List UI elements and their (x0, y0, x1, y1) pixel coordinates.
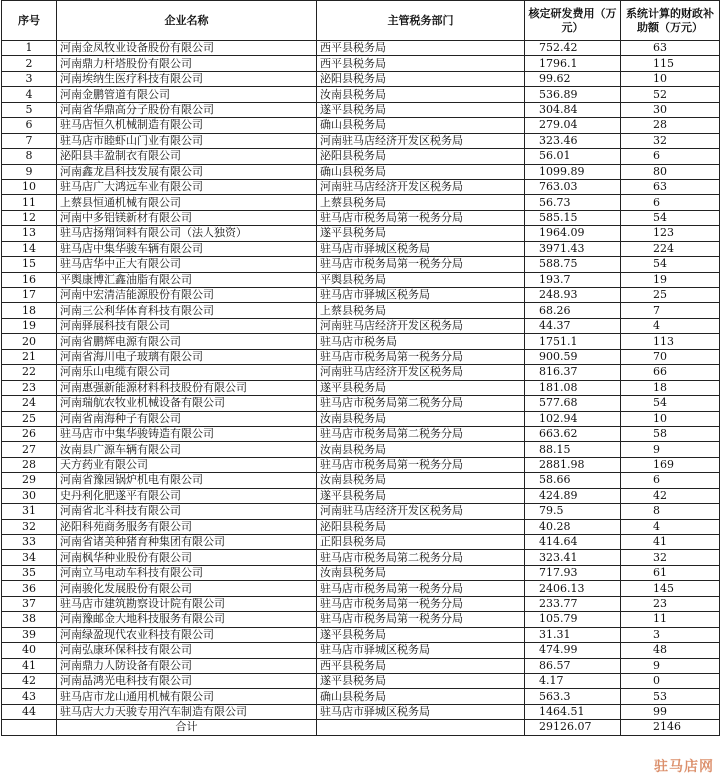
company-name-cell: 驻马店市中集华骏铸造有限公司 (57, 426, 317, 441)
company-name-cell: 河南省北斗科技有限公司 (57, 504, 317, 519)
company-name-cell: 河南绿盈现代农业科技有限公司 (57, 627, 317, 642)
tax-dept-cell: 河南驻马店经济开发区税务局 (317, 133, 525, 148)
subsidy-cell: 32 (621, 133, 720, 148)
tax-dept-cell: 平舆县税务局 (317, 272, 525, 287)
rd-cost-cell: 588.75 (525, 257, 621, 272)
rd-cost-cell: 79.5 (525, 504, 621, 519)
subsidy-cell: 25 (621, 288, 720, 303)
tax-dept-cell: 遂平县税务局 (317, 627, 525, 642)
rd-cost-cell: 2881.98 (525, 457, 621, 472)
table-row (2, 365, 720, 380)
total-rd-cost: 29126.07 (525, 720, 621, 735)
company-name-cell: 河南鼎力人防设备有限公司 (57, 658, 317, 673)
tax-dept-cell: 确山县税务局 (317, 689, 525, 704)
subsidy-cell: 7 (621, 303, 720, 318)
company-name-cell: 河南鼎力杆塔股份有限公司 (57, 56, 317, 71)
seq-cell: 12 (2, 210, 57, 225)
company-name-cell: 河南鑫龙昌科技发展有限公司 (57, 164, 317, 179)
rd-cost-cell: 304.84 (525, 102, 621, 117)
total-row (2, 720, 720, 735)
tax-dept-cell: 河南驻马店经济开发区税务局 (317, 504, 525, 519)
company-name-cell: 驻马店市睦虾山门业有限公司 (57, 133, 317, 148)
seq-cell: 5 (2, 102, 57, 117)
tax-dept-cell: 汝南县税务局 (317, 442, 525, 457)
company-name-cell: 驻马店广大鸿远车业有限公司 (57, 179, 317, 194)
rd-cost-cell: 536.89 (525, 87, 621, 102)
seq-cell: 2 (2, 56, 57, 71)
seq-cell: 23 (2, 380, 57, 395)
seq-cell: 43 (2, 689, 57, 704)
subsidy-cell: 9 (621, 442, 720, 457)
seq-cell: 29 (2, 473, 57, 488)
seq-cell: 41 (2, 658, 57, 673)
table-row (2, 226, 720, 241)
subsidy-cell: 18 (621, 380, 720, 395)
company-name-cell: 汝南县广源车辆有限公司 (57, 442, 317, 457)
table-row (2, 396, 720, 411)
tax-dept-cell: 遂平县税务局 (317, 226, 525, 241)
company-name-cell: 平舆康博汇鑫油脂有限公司 (57, 272, 317, 287)
table-row (2, 473, 720, 488)
tax-dept-cell: 正阳县税务局 (317, 535, 525, 550)
table-row (2, 56, 720, 71)
subsidy-cell: 52 (621, 87, 720, 102)
rd-cost-cell: 323.46 (525, 133, 621, 148)
subsidy-cell: 8 (621, 504, 720, 519)
table-row (2, 673, 720, 688)
table-row (2, 658, 720, 673)
table-row (2, 241, 720, 256)
table-row (2, 565, 720, 580)
seq-cell: 30 (2, 488, 57, 503)
tax-dept-cell: 西平县税务局 (317, 658, 525, 673)
table-row (2, 612, 720, 627)
watermark: 驻马店网 (654, 759, 714, 775)
table-row (2, 288, 720, 303)
company-name-cell: 河南立马电动车科技有限公司 (57, 565, 317, 580)
table-row (2, 627, 720, 642)
tax-dept-cell: 驻马店市税务局第一税务分局 (317, 581, 525, 596)
subsidy-cell: 30 (621, 102, 720, 117)
seq-cell: 8 (2, 149, 57, 164)
company-name-cell: 驻马店市龙山通用机械有限公司 (57, 689, 317, 704)
rd-cost-cell: 1964.09 (525, 226, 621, 241)
company-name-cell: 泌阳县丰盈制衣有限公司 (57, 149, 317, 164)
rd-cost-cell: 323.41 (525, 550, 621, 565)
table-row (2, 149, 720, 164)
table-row (2, 426, 720, 441)
tax-dept-cell: 确山县税务局 (317, 164, 525, 179)
rd-cost-cell: 474.99 (525, 643, 621, 658)
tax-dept-cell: 驻马店市税务局第一税务分局 (317, 257, 525, 272)
tax-dept-cell: 遂平县税务局 (317, 102, 525, 117)
table-row (2, 643, 720, 658)
tax-dept-cell: 遂平县税务局 (317, 380, 525, 395)
tax-dept-cell: 驻马店市驿城区税务局 (317, 288, 525, 303)
company-name-cell: 驻马店大力天骏专用汽车制造有限公司 (57, 704, 317, 719)
subsidy-cell: 6 (621, 473, 720, 488)
seq-cell: 36 (2, 581, 57, 596)
seq-cell: 39 (2, 627, 57, 642)
total-seq-cell (2, 720, 57, 735)
rd-cost-cell: 900.59 (525, 349, 621, 364)
seq-cell: 7 (2, 133, 57, 148)
company-name-cell: 驻马店中集华骏车辆有限公司 (57, 241, 317, 256)
seq-cell: 14 (2, 241, 57, 256)
seq-cell: 28 (2, 457, 57, 472)
subsidy-cell: 99 (621, 704, 720, 719)
table-row (2, 411, 720, 426)
subsidy-cell: 54 (621, 396, 720, 411)
table-row (2, 210, 720, 225)
rd-cost-cell: 1751.1 (525, 334, 621, 349)
subsidy-cell: 54 (621, 257, 720, 272)
rd-cost-cell: 56.73 (525, 195, 621, 210)
header-seq: 序号 (2, 1, 57, 41)
table-row (2, 581, 720, 596)
subsidy-cell: 4 (621, 318, 720, 333)
seq-cell: 32 (2, 519, 57, 534)
subsidy-cell: 3 (621, 627, 720, 642)
seq-cell: 42 (2, 673, 57, 688)
seq-cell: 35 (2, 565, 57, 580)
table-row (2, 272, 720, 287)
seq-cell: 11 (2, 195, 57, 210)
subsidy-cell: 6 (621, 195, 720, 210)
company-name-cell: 河南晶鸿光电科技有限公司 (57, 673, 317, 688)
seq-cell: 6 (2, 118, 57, 133)
rd-cost-cell: 86.57 (525, 658, 621, 673)
table-row (2, 535, 720, 550)
tax-dept-cell: 驻马店市税务局第一税务分局 (317, 612, 525, 627)
company-name-cell: 河南省豫园锅炉机电有限公司 (57, 473, 317, 488)
subsidy-cell: 169 (621, 457, 720, 472)
seq-cell: 25 (2, 411, 57, 426)
subsidy-cell: 61 (621, 565, 720, 580)
table-row (2, 550, 720, 565)
seq-cell: 17 (2, 288, 57, 303)
table-row (2, 380, 720, 395)
tax-dept-cell: 泌阳县税务局 (317, 519, 525, 534)
company-name-cell: 河南省南海种子有限公司 (57, 411, 317, 426)
seq-cell: 3 (2, 71, 57, 86)
total-dept-cell (317, 720, 525, 735)
tax-dept-cell: 驻马店市税务局第一税务分局 (317, 349, 525, 364)
table-row (2, 71, 720, 86)
tax-dept-cell: 上蔡县税务局 (317, 195, 525, 210)
tax-dept-cell: 驻马店市税务局 (317, 334, 525, 349)
table-row (2, 318, 720, 333)
company-name-cell: 河南弘康环保科技有限公司 (57, 643, 317, 658)
table-row (2, 179, 720, 194)
subsidy-cell: 0 (621, 673, 720, 688)
subsidy-cell: 28 (621, 118, 720, 133)
company-name-cell: 驻马店市建筑勘察设计院有限公司 (57, 596, 317, 611)
seq-cell: 33 (2, 535, 57, 550)
seq-cell: 44 (2, 704, 57, 719)
subsidy-cell: 145 (621, 581, 720, 596)
company-name-cell: 河南省诸美种猪育种集团有限公司 (57, 535, 317, 550)
tax-dept-cell: 汝南县税务局 (317, 411, 525, 426)
company-name-cell: 河南瑞航农牧业机械设备有限公司 (57, 396, 317, 411)
company-name-cell: 河南省海川电子玻璃有限公司 (57, 349, 317, 364)
subsidy-cell: 123 (621, 226, 720, 241)
rd-cost-cell: 585.15 (525, 210, 621, 225)
rd-cost-cell: 563.3 (525, 689, 621, 704)
tax-dept-cell: 驻马店市税务局第二税务分局 (317, 396, 525, 411)
rd-cost-cell: 248.93 (525, 288, 621, 303)
subsidy-cell: 42 (621, 488, 720, 503)
rd-cost-cell: 88.15 (525, 442, 621, 457)
company-name-cell: 河南骏化发展股份有限公司 (57, 581, 317, 596)
subsidy-cell: 41 (621, 535, 720, 550)
rd-cost-cell: 663.62 (525, 426, 621, 441)
header-company: 企业名称 (57, 1, 317, 41)
rd-cost-cell: 99.62 (525, 71, 621, 86)
seq-cell: 24 (2, 396, 57, 411)
header-subsidy: 系统计算的财政补助额（万元） (621, 1, 720, 41)
tax-dept-cell: 西平县税务局 (317, 41, 525, 56)
rd-cost-cell: 44.37 (525, 318, 621, 333)
subsidy-cell: 10 (621, 411, 720, 426)
tax-dept-cell: 河南驻马店经济开发区税务局 (317, 318, 525, 333)
rd-cost-cell: 763.03 (525, 179, 621, 194)
company-name-cell: 天方药业有限公司 (57, 457, 317, 472)
company-name-cell: 河南豫邮金大地科技服务有限公司 (57, 612, 317, 627)
company-name-cell: 河南埃纳生医疗科技有限公司 (57, 71, 317, 86)
table-row (2, 334, 720, 349)
rd-cost-cell: 56.01 (525, 149, 621, 164)
subsidy-cell: 23 (621, 596, 720, 611)
rd-cost-cell: 816.37 (525, 365, 621, 380)
seq-cell: 26 (2, 426, 57, 441)
tax-dept-cell: 泌阳县税务局 (317, 149, 525, 164)
header-dept: 主管税务部门 (317, 1, 525, 41)
tax-dept-cell: 汝南县税务局 (317, 565, 525, 580)
subsidy-cell: 58 (621, 426, 720, 441)
table-row (2, 164, 720, 179)
tax-dept-cell: 河南驻马店经济开发区税务局 (317, 365, 525, 380)
table-row (2, 118, 720, 133)
seq-cell: 21 (2, 349, 57, 364)
table-row (2, 704, 720, 719)
company-name-cell: 河南枫华种业股份有限公司 (57, 550, 317, 565)
rd-cost-cell: 1796.1 (525, 56, 621, 71)
subsidy-cell: 63 (621, 41, 720, 56)
table-row (2, 41, 720, 56)
subsidy-cell: 66 (621, 365, 720, 380)
subsidy-cell: 113 (621, 334, 720, 349)
tax-dept-cell: 西平县税务局 (317, 56, 525, 71)
rd-cost-cell: 717.93 (525, 565, 621, 580)
subsidy-cell: 70 (621, 349, 720, 364)
tax-dept-cell: 驻马店市驿城区税务局 (317, 704, 525, 719)
subsidy-cell: 224 (621, 241, 720, 256)
seq-cell: 31 (2, 504, 57, 519)
company-name-cell: 史丹利化肥遂平有限公司 (57, 488, 317, 503)
company-name-cell: 驻马店扬翔饲料有限公司（法人独资） (57, 226, 317, 241)
rd-cost-cell: 181.08 (525, 380, 621, 395)
tax-dept-cell: 驻马店市税务局第一税务分局 (317, 457, 525, 472)
company-name-cell: 泌阳科苑商务服务有限公司 (57, 519, 317, 534)
tax-dept-cell: 驻马店市税务局第一税务分局 (317, 210, 525, 225)
company-name-cell: 河南省鹏辉电源有限公司 (57, 334, 317, 349)
rd-cost-cell: 102.94 (525, 411, 621, 426)
seq-cell: 13 (2, 226, 57, 241)
company-name-cell: 上蔡县恒通机械有限公司 (57, 195, 317, 210)
seq-cell: 9 (2, 164, 57, 179)
subsidy-cell: 19 (621, 272, 720, 287)
subsidy-table (1, 0, 720, 736)
subsidy-cell: 10 (621, 71, 720, 86)
rd-cost-cell: 4.17 (525, 673, 621, 688)
tax-dept-cell: 河南驻马店经济开发区税务局 (317, 179, 525, 194)
table-row (2, 349, 720, 364)
rd-cost-cell: 414.64 (525, 535, 621, 550)
rd-cost-cell: 105.79 (525, 612, 621, 627)
seq-cell: 10 (2, 179, 57, 194)
rd-cost-cell: 424.89 (525, 488, 621, 503)
rd-cost-cell: 68.26 (525, 303, 621, 318)
seq-cell: 27 (2, 442, 57, 457)
subsidy-cell: 115 (621, 56, 720, 71)
company-name-cell: 河南乐山电缆有限公司 (57, 365, 317, 380)
table-row (2, 596, 720, 611)
seq-cell: 34 (2, 550, 57, 565)
seq-cell: 38 (2, 612, 57, 627)
subsidy-cell: 9 (621, 658, 720, 673)
seq-cell: 20 (2, 334, 57, 349)
table-row (2, 133, 720, 148)
tax-dept-cell: 遂平县税务局 (317, 673, 525, 688)
subsidy-cell: 53 (621, 689, 720, 704)
table-row (2, 303, 720, 318)
tax-dept-cell: 驻马店市税务局第二税务分局 (317, 426, 525, 441)
subsidy-cell: 11 (621, 612, 720, 627)
company-name-cell: 河南驿展科技有限公司 (57, 318, 317, 333)
seq-cell: 1 (2, 41, 57, 56)
tax-dept-cell: 遂平县税务局 (317, 488, 525, 503)
seq-cell: 18 (2, 303, 57, 318)
table-row (2, 102, 720, 117)
tax-dept-cell: 汝南县税务局 (317, 87, 525, 102)
subsidy-cell: 48 (621, 643, 720, 658)
table-header-row (2, 1, 720, 41)
table-row (2, 689, 720, 704)
company-name-cell: 驻马店恒久机械制造有限公司 (57, 118, 317, 133)
tax-dept-cell: 驻马店市税务局第一税务分局 (317, 596, 525, 611)
company-name-cell: 河南惠强新能源材料科技股份有限公司 (57, 380, 317, 395)
total-subsidy: 2146 (621, 720, 720, 735)
seq-cell: 19 (2, 318, 57, 333)
seq-cell: 4 (2, 87, 57, 102)
tax-dept-cell: 驻马店市税务局第二税务分局 (317, 550, 525, 565)
total-label: 合计 (57, 720, 317, 735)
subsidy-cell: 4 (621, 519, 720, 534)
table-row (2, 519, 720, 534)
seq-cell: 37 (2, 596, 57, 611)
company-name-cell: 河南金凤牧业设备股份有限公司 (57, 41, 317, 56)
tax-dept-cell: 上蔡县税务局 (317, 303, 525, 318)
company-name-cell: 河南省华鼎高分子股份有限公司 (57, 102, 317, 117)
tax-dept-cell: 驻马店市驿城区税务局 (317, 643, 525, 658)
table-row (2, 457, 720, 472)
table-row (2, 195, 720, 210)
table-row (2, 257, 720, 272)
rd-cost-cell: 2406.13 (525, 581, 621, 596)
rd-cost-cell: 1099.89 (525, 164, 621, 179)
rd-cost-cell: 31.31 (525, 627, 621, 642)
subsidy-cell: 32 (621, 550, 720, 565)
subsidy-cell: 6 (621, 149, 720, 164)
seq-cell: 16 (2, 272, 57, 287)
company-name-cell: 驻马店华中正大有限公司 (57, 257, 317, 272)
table-row (2, 488, 720, 503)
rd-cost-cell: 193.7 (525, 272, 621, 287)
rd-cost-cell: 577.68 (525, 396, 621, 411)
company-name-cell: 河南金鹏管道有限公司 (57, 87, 317, 102)
subsidy-cell: 80 (621, 164, 720, 179)
tax-dept-cell: 确山县税务局 (317, 118, 525, 133)
rd-cost-cell: 3971.43 (525, 241, 621, 256)
header-rd-cost: 核定研发费用（万元） (525, 1, 621, 41)
rd-cost-cell: 1464.51 (525, 704, 621, 719)
seq-cell: 15 (2, 257, 57, 272)
tax-dept-cell: 泌阳县税务局 (317, 71, 525, 86)
rd-cost-cell: 752.42 (525, 41, 621, 56)
table-row (2, 504, 720, 519)
tax-dept-cell: 汝南县税务局 (317, 473, 525, 488)
rd-cost-cell: 279.04 (525, 118, 621, 133)
company-name-cell: 河南中多铝镁新材有限公司 (57, 210, 317, 225)
rd-cost-cell: 233.77 (525, 596, 621, 611)
company-name-cell: 河南三公利华体育科技有限公司 (57, 303, 317, 318)
tax-dept-cell: 驻马店市驿城区税务局 (317, 241, 525, 256)
rd-cost-cell: 40.28 (525, 519, 621, 534)
company-name-cell: 河南中宏清洁能源股份有限公司 (57, 288, 317, 303)
subsidy-cell: 54 (621, 210, 720, 225)
table-row (2, 87, 720, 102)
subsidy-cell: 63 (621, 179, 720, 194)
seq-cell: 22 (2, 365, 57, 380)
rd-cost-cell: 58.66 (525, 473, 621, 488)
seq-cell: 40 (2, 643, 57, 658)
table-row (2, 442, 720, 457)
